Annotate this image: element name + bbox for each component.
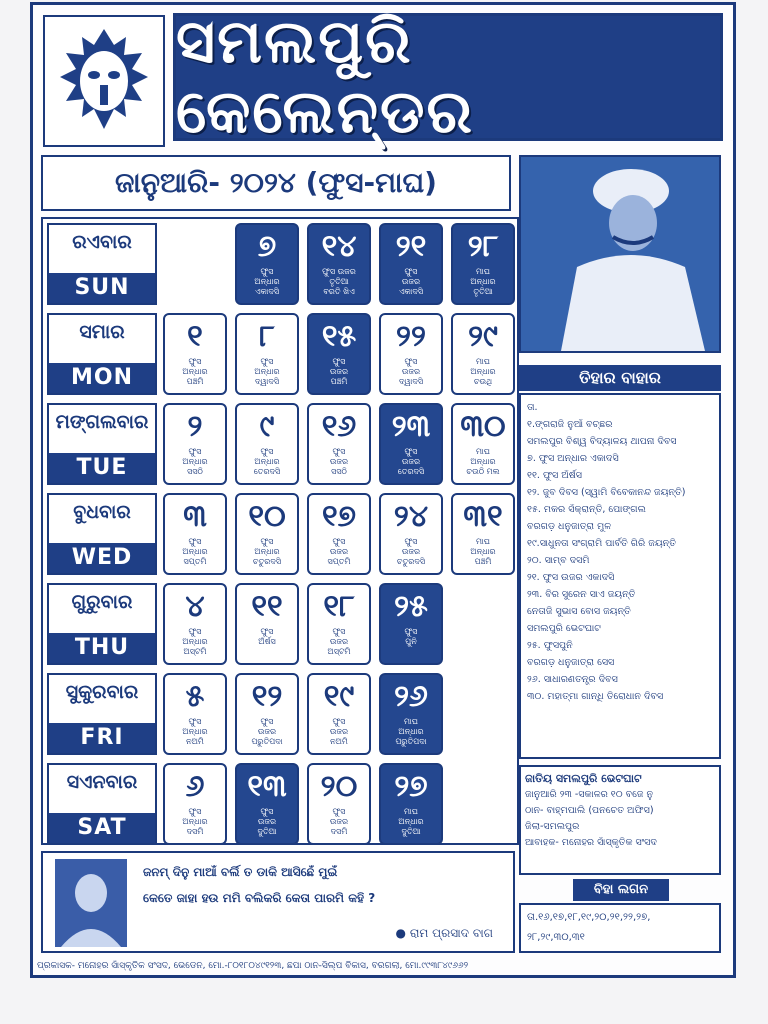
date-number: ୧୨ (251, 679, 283, 714)
date-number: ୧୪ (321, 229, 357, 264)
festival-item: ୧୨. ଜୁବ ଦିବସ (ସ୍ୱାମି ବିବେକାନନ୍ଦ ଜୟନ୍ତି) (527, 487, 686, 498)
publisher-footer: ପ୍ରକାସକ- ମନୋହର ସାଁସ୍କୃତିକ ସଂସଦ, ଭେଡେନ, ମୋ.-୮୦୧୮୦୪୯୧୨୩, ଛପା ଠାନ-ସିଲ୍ପ ବିକାସ, ବରଗଲା, ମୋ.୯୯୩୮୪୯୬୬୨ (37, 961, 469, 971)
lunar-info: ଫୁସ (260, 717, 274, 726)
weekday-english: SAT (49, 813, 155, 843)
date-number: ୧୯ (323, 679, 355, 714)
date-number: ୧୩ (247, 769, 287, 804)
lunar-info: ଅନ୍ଧାର (470, 457, 496, 466)
poem-author: ● ରାମ ପ୍ରସାଦ ବାଗ (395, 926, 493, 940)
lunar-info: ଅନ୍ଧାର (254, 457, 280, 466)
lunar-info: ପଞ୍ଚମି (474, 557, 492, 566)
weekday-english: TUE (49, 453, 155, 483)
festivals-heading: ତିହାର ବାହାର (519, 365, 721, 391)
festival-item: ୭. ଫୁସ ଅନ୍ଧାର ଏକାଦସି (527, 453, 619, 464)
venue-line: ଜିଲା-ସମଲପୁର (525, 821, 580, 832)
lunar-info: ଅନ୍ଧାର (254, 367, 280, 376)
lunar-info: ବରତି ଖିଏ (323, 287, 355, 296)
lunar-info: ଦ୍ୱାଦସି (254, 377, 280, 386)
lunar-info: ଉଜର (257, 727, 277, 736)
lunar-info: ନଅମି (330, 737, 348, 746)
lunar-info: ଉଜର (401, 457, 421, 466)
date-number: ୧୦ (248, 499, 286, 534)
date-cell (163, 763, 227, 845)
date-cell (307, 493, 371, 575)
lunar-info: ଫୁସ (260, 357, 274, 366)
festival-item: ନେତାଜି ସୁଭାସ ବୋସ ଜୟନ୍ତି (527, 606, 631, 617)
lunar-info: ପରୁତିପଦା (251, 737, 283, 746)
date-number: ୩୦ (460, 409, 506, 444)
date-cell (235, 313, 299, 395)
date-number: ୧୬ (321, 409, 357, 444)
date-number: ୨୭ (394, 769, 428, 804)
poet-portrait-icon (55, 859, 127, 947)
poem-line: ଜନମ୍ ଦିନୁ ମାଆଁ ବର୍ଲି ତ ଡାକି ଆସିଛେଁ ମୁଇଁ (143, 865, 338, 879)
lunar-info: ଉଜର (257, 817, 277, 826)
lunar-info: ଉଜର (401, 367, 421, 376)
lunar-info: ଚତୁରଦସି (396, 557, 426, 566)
date-cell (163, 403, 227, 485)
lunar-info: ଫୁସ (260, 537, 274, 546)
poet-photo (55, 859, 127, 947)
festival-item: ୧୯.ସାଧୁନତା ସଂଗ୍ରାମି ପାର୍ବତି ଗିରି ଜୟନ୍ତି (527, 538, 676, 549)
lunar-info: ଦୁତିଆ (401, 827, 421, 836)
wedding-dates-heading: ବିହା ଲଗନ (573, 879, 669, 901)
date-cell (379, 493, 443, 575)
lunar-info: ମାଘ (475, 357, 490, 366)
lunar-info: ଅନ୍ଧାର (254, 547, 280, 556)
lunar-info: ଅନ୍ଧାର (254, 277, 280, 286)
lunar-info: ପଞ୍ଚମି (330, 377, 348, 386)
venue-title: ଜାତିୟ ସମଲପୁରି ଭେଟଘାଟ (525, 772, 642, 785)
weekday-label-tue (47, 403, 157, 485)
weekday-odia: ସଏନବାର (66, 771, 138, 793)
samaleswari-emblem-icon (54, 25, 154, 137)
festival-item: ତା. (527, 402, 538, 413)
lunar-info: ମାଘ (403, 717, 418, 726)
lunar-info: ଅସ୍ଟମି (183, 647, 207, 656)
lunar-info: ଫୁସ (332, 717, 346, 726)
lunar-info: ପୁନି (405, 637, 417, 646)
lunar-info: ଦସମି (330, 827, 348, 836)
lunar-info: ସପ୍ତମି (327, 557, 351, 566)
festival-item: ସମଲପୁରି ଭେଟଘାଟ (527, 623, 601, 634)
weekday-english: FRI (49, 723, 155, 753)
lunar-info: ଫୁସ (332, 627, 346, 636)
festival-item: ୧.ଙ୍ଗରାଜି ନୁଆଁ ବଚ୍ଛର (527, 419, 613, 430)
date-number: ୩୧ (463, 499, 503, 534)
lunar-info: ଫୁସ (260, 267, 274, 276)
lunar-info: ଅନ୍ଧାର (470, 367, 496, 376)
date-number: ୮ (259, 319, 275, 354)
festivals-list (519, 393, 721, 759)
festival-item: ୩୦. ମହାତ୍ମା ଗାନ୍ଧି ତିରୋଧାନ ଦିବସ (527, 691, 664, 702)
lunar-info: ଏକାଦସି (254, 287, 280, 296)
festival-item: ୧୧. ଫୁସ ଅଁର୍ଷସ (527, 470, 582, 481)
lunar-info: ଦ୍ୱାଦସି (398, 377, 424, 386)
date-cell (307, 673, 371, 755)
date-cell (235, 493, 299, 575)
lunar-info: ତେରଦସି (253, 467, 281, 476)
lunar-info: ଅସ୍ଟମି (327, 647, 351, 656)
poem-box (41, 851, 515, 953)
weekday-odia: ସୁକୁରବାର (65, 681, 139, 703)
lunar-info: ଅନ୍ଧାର (470, 547, 496, 556)
weekday-odia: ମଙ୍ଗଲବାର (55, 411, 149, 433)
festival-item: ୨୩. ବିର ସୁରେନ ସାଏ ଜୟନ୍ତି (527, 589, 636, 600)
lunar-info: ମାଘ (475, 447, 490, 456)
lunar-info: ତୃତିଆ (329, 277, 349, 286)
weekday-label-wed (47, 493, 157, 575)
date-cell (307, 223, 371, 305)
lunar-info: ପରୁତିପଦା (395, 737, 427, 746)
lunar-info: ଅଁର୍ଷସ (258, 637, 276, 646)
calendar-title-banner (173, 7, 723, 147)
date-number: ୧୮ (323, 589, 355, 624)
date-cell (163, 673, 227, 755)
weekday-odia: ବୁଧବାର (73, 501, 131, 523)
weekday-label-fri (47, 673, 157, 755)
date-cell (379, 313, 443, 395)
date-cell (307, 313, 371, 395)
lunar-info: ଫୁସ (404, 537, 418, 546)
lunar-info: ଚଉଥି (473, 377, 493, 386)
wedding-dates-line: ୨୮,୨୯,୩୦,୩୧ (527, 932, 585, 943)
venue-line: ଜାନୁଆରି ୨୩ -ସକାଳର ୧୦ ବଜେ ନୁ (525, 789, 654, 800)
lunar-info: ଉଜର (401, 547, 421, 556)
lunar-info: ଫୁସ (404, 357, 418, 366)
wedding-dates-box (519, 903, 721, 953)
date-cell (307, 583, 371, 665)
date-cell (235, 583, 299, 665)
lunar-info: ଫୁସ (260, 447, 274, 456)
event-venue-box (519, 765, 721, 875)
weekday-label-thu (47, 583, 157, 665)
lunar-info: ଫୁସ (188, 357, 202, 366)
date-cell (235, 403, 299, 485)
date-number: ୪ (185, 589, 205, 624)
lunar-info: ଫୁସ (404, 627, 418, 636)
calendar-sheet (30, 2, 736, 978)
lunar-info: ଏକାଦସି (398, 287, 424, 296)
festival-item: ୨୬. ସାଧାରଣତନ୍ତ୍ର ଦିବସ (527, 674, 618, 685)
lunar-info: ଉଜର (329, 637, 349, 646)
lunar-info: ଅନ୍ଧାର (182, 457, 208, 466)
lunar-info: ନଅମି (186, 737, 204, 746)
festival-item: ୨୫. ଫୁସପୁନି (527, 640, 573, 651)
lunar-info: ଚଉଠି ମଲ (466, 467, 500, 476)
lunar-info: ଅନ୍ଧାର (182, 817, 208, 826)
weekday-english: WED (49, 543, 155, 573)
lunar-info: ତୃତିଆ (473, 287, 493, 296)
date-cell (379, 583, 443, 665)
deity-emblem (43, 15, 165, 147)
date-cell (451, 493, 515, 575)
weekday-odia: ଗୁରୁବାର (71, 591, 133, 613)
lunar-info: ଫୁସ (260, 807, 274, 816)
festival-item: ବରଗଡ଼ ଧନୁଜାତ୍ରା ସେସ (527, 657, 615, 668)
lunar-info: ଫୁସ (188, 537, 202, 546)
calendar-grid (41, 217, 519, 845)
lunar-info: ସସଠି (187, 467, 203, 476)
lunar-info: ଉଜର (401, 277, 421, 286)
date-number: ୨୬ (394, 679, 428, 714)
date-cell (163, 583, 227, 665)
lunar-info: ସସଠି (331, 467, 347, 476)
lunar-info: ଅନ୍ଧାର (398, 727, 424, 736)
lunar-info: ଫୁସ (332, 537, 346, 546)
lunar-info: ପଞ୍ଚମି (186, 377, 204, 386)
date-number: ୧ (187, 319, 203, 354)
date-cell (379, 223, 443, 305)
lunar-info: ଫୁସ (332, 357, 346, 366)
date-cell (451, 313, 515, 395)
weekday-odia: ରଏବାର (72, 231, 132, 253)
date-cell (235, 673, 299, 755)
lunar-info: ଫୁସ (260, 627, 274, 636)
lunar-info: ଅନ୍ଧାର (182, 547, 208, 556)
lunar-info: ଅନ୍ଧାର (182, 727, 208, 736)
date-number: ୭ (257, 229, 277, 264)
calendar-title: ସମଲପୁରି କେଲେନ୍‌ଡର (176, 7, 474, 147)
venue-line: ଆବାହକ- ମନୋହର ସାଁସ୍କୃତିକ ସଂସଦ (525, 837, 657, 848)
weekday-english: SUN (49, 273, 155, 303)
lunar-info: ଦୁତିଆ (257, 827, 277, 836)
lunar-info: ଫୁସ (404, 447, 418, 456)
lunar-info: ଫୁସ (188, 447, 202, 456)
lunar-info: ଫୁସ (332, 807, 346, 816)
lunar-info: ଚତୁରଦସି (252, 557, 282, 566)
venue-line: ଠାନ- ବାହ୍ମପାଲି (ପନଚେତ ଅଫିସ) (525, 805, 654, 816)
portrait-figure-icon (521, 157, 719, 351)
lunar-info: ଫୁସ (188, 627, 202, 636)
date-number: ୨୦ (320, 769, 358, 804)
date-cell (379, 763, 443, 845)
lunar-info: ସପ୍ତମି (183, 557, 207, 566)
festival-item: ବରଗଡ଼ ଧନୁଜାତ୍ରା ମୁଳ (527, 521, 612, 532)
date-number: ୫ (185, 679, 205, 714)
lunar-info: ଉଜର (329, 457, 349, 466)
portrait-image (519, 155, 721, 353)
festival-item: ୧୫. ମକର ସଁକ୍ରାନ୍ତି, ପୋଙ୍ଗଲ (527, 504, 646, 515)
lunar-info: ଅନ୍ଧାର (470, 277, 496, 286)
date-number: ୨୮ (467, 229, 499, 264)
lunar-info: ଫୁସ ଉଜର (322, 267, 356, 276)
lunar-info: ଅନ୍ଧାର (182, 367, 208, 376)
weekday-label-mon (47, 313, 157, 395)
date-number: ୨୧ (395, 229, 427, 264)
lunar-info: ଉଜର (329, 817, 349, 826)
date-cell (307, 763, 371, 845)
lunar-info: ମାଘ (475, 537, 490, 546)
festival-item: ସମଲପୁର ବିଶ୍ୱ ବିଦ୍ୟାଳୟ ଥାପନା ଦିବସ (527, 436, 677, 447)
weekday-label-sun (47, 223, 157, 305)
lunar-info: ଫୁସ (188, 717, 202, 726)
lunar-info: ଫୁସ (332, 447, 346, 456)
date-number: ୯ (259, 409, 275, 444)
lunar-info: ଫୁସ (404, 267, 418, 276)
date-number: ୨୫ (394, 589, 428, 624)
lunar-info: ଫୁସ (188, 807, 202, 816)
lunar-info: ଉଜର (329, 547, 349, 556)
month-title: ଜାନୁଆରି- ୨୦୨୪ (ଫୁସ-ମାଘ) (115, 166, 437, 199)
festival-item: ୨୦. ସାମ୍ବ ଦସମି (527, 555, 590, 566)
date-number: ୨ (187, 409, 203, 444)
weekday-english: THU (49, 633, 155, 663)
lunar-info: ଅନ୍ଧାର (398, 817, 424, 826)
lunar-info: ତେରଦସି (397, 467, 425, 476)
date-cell (451, 223, 515, 305)
date-cell (163, 313, 227, 395)
festival-item: ୨୧. ଫୁସ ଉଜର ଏକାଦସି (527, 572, 615, 583)
date-cell (379, 403, 443, 485)
date-number: ୨୯ (468, 319, 498, 354)
lunar-info: ଉଜର (329, 367, 349, 376)
date-number: ୨୨ (396, 319, 426, 354)
date-number: ୨୪ (393, 499, 429, 534)
lunar-info: ମାଘ (475, 267, 490, 276)
date-number: ୧୭ (322, 499, 356, 534)
date-number: ୧୫ (321, 319, 357, 354)
poem-line: କେତେ ଜାହା ହଉ ମମି ବଲିକରି କେତା ପାରମି କହି ? (143, 891, 376, 905)
date-number: ୨୩ (391, 409, 431, 444)
weekday-label-sat (47, 763, 157, 845)
date-cell (163, 493, 227, 575)
date-cell (235, 763, 299, 845)
date-cell (451, 403, 515, 485)
weekday-odia: ସମାର (79, 321, 125, 343)
month-header (41, 155, 511, 211)
date-cell (235, 223, 299, 305)
wedding-dates-line: ତା.୧୬,୧୭,୧୮,୧୯,୨୦,୨୧,୨୨,୨୭, (527, 912, 651, 923)
lunar-info: ଦସମି (186, 827, 204, 836)
date-number: ୩ (183, 499, 207, 534)
lunar-info: ଉଜର (329, 727, 349, 736)
date-number: ୧୧ (251, 589, 283, 624)
date-cell (379, 673, 443, 755)
lunar-info: ଅନ୍ଧାର (182, 637, 208, 646)
lunar-info: ମାଘ (403, 807, 418, 816)
date-number: ୬ (185, 769, 205, 804)
weekday-english: MON (49, 363, 155, 393)
date-cell (307, 403, 371, 485)
